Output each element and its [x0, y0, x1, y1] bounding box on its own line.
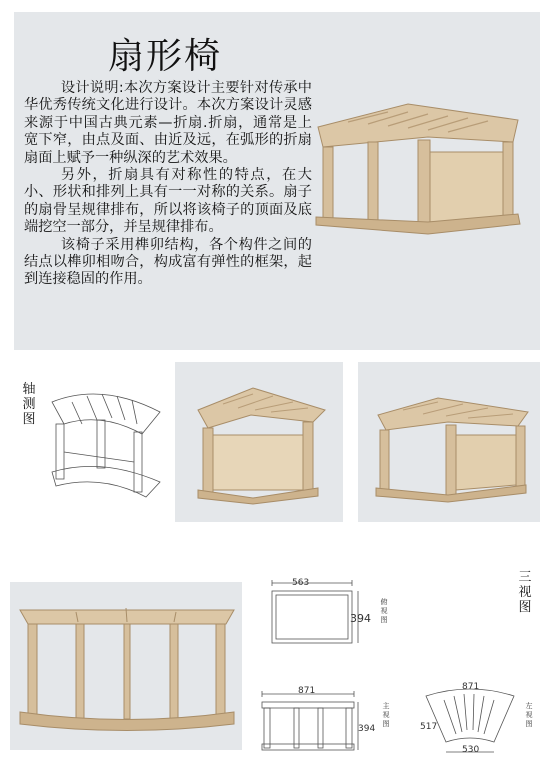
chair-photo-back	[16, 602, 238, 737]
left-side-dim: 517	[420, 722, 438, 732]
chair-photo-side-angle	[368, 390, 533, 505]
top-width-dim: 563	[292, 578, 310, 588]
description-paragraph-3: 该椅子采用榫卯结构，各个构件之间的结点以榫卯相吻合，构成富有弹性的框架，起到连接稳固的作用。	[24, 236, 312, 288]
description-paragraph-2: 另外，折扇具有对称性的特点，在大小、形状和排列上具有一一对称的关系。扇子的扇骨呈规律排布，所以将该椅子的顶面及底端挖空一部分，并呈规律排布。	[24, 167, 312, 236]
design-description	[24, 80, 312, 289]
top-depth-dim: 394	[350, 612, 371, 625]
left-top-dim: 871	[462, 682, 480, 692]
front-view-drawing	[258, 688, 378, 758]
chair-photo-hero	[308, 92, 528, 252]
front-view-label: 主视图	[382, 702, 390, 728]
left-view-label: 左视图	[525, 702, 533, 728]
left-bottom-dim: 530	[462, 745, 480, 755]
description-paragraph-1: 设计说明:本次方案设计主要针对传承中华优秀传统文化进行设计。本次方案设计灵感来源于中国古典元素—折扇.折扇，通常是上宽下窄，由点及面、由近及远，在弧形的折扇扇面上赋予一种纵深的艺术效果。	[24, 80, 312, 166]
front-height-dim: 394	[358, 724, 376, 734]
three-view-label: 三视图	[518, 570, 532, 615]
chair-photo-front-angle	[183, 380, 333, 505]
axonometric-drawing	[42, 382, 172, 507]
page-title: 扇形椅	[108, 36, 223, 77]
front-width-dim: 871	[298, 686, 316, 696]
top-view-label: 俯视图	[380, 598, 388, 624]
axonometric-label: 轴测图	[22, 382, 36, 427]
